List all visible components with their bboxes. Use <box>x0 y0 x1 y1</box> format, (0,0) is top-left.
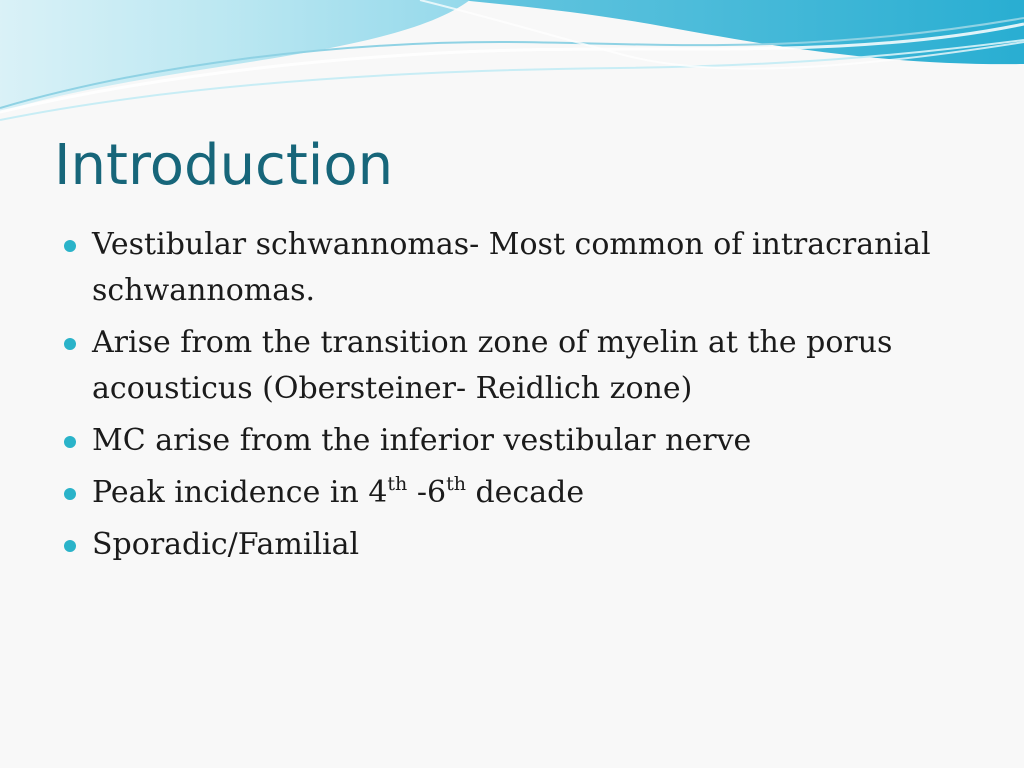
bullet-dot-icon <box>64 338 76 350</box>
bullet-item <box>62 418 962 464</box>
bullet-dot-icon <box>64 240 76 252</box>
bullet-text: Arise from the transition zone of myelin at the porus acousticus (Obersteiner- Reidlich zone) <box>92 325 893 406</box>
bullet-item <box>62 522 962 568</box>
bullet-item <box>62 320 962 412</box>
bullet-dot-icon <box>64 540 76 552</box>
bullet-dot-icon <box>64 436 76 448</box>
bullet-item <box>62 222 962 314</box>
header-wave-decoration <box>0 0 1024 130</box>
bullet-dot-icon <box>64 488 76 500</box>
bullet-text <box>92 470 962 516</box>
bullet-list <box>62 222 962 574</box>
bullet-text-part: decade <box>465 475 585 510</box>
bullet-text: Vestibular schwannomas- Most common of intracranial schwannomas. <box>92 227 931 308</box>
bullet-item <box>62 470 962 516</box>
bullet-text: MC arise from the inferior vestibular nerve <box>92 423 752 458</box>
bullet-text-part: -6 <box>407 475 447 510</box>
superscript-ordinal: th <box>387 473 408 495</box>
superscript-ordinal: th <box>446 473 466 495</box>
bullet-text: Sporadic/Familial <box>92 527 360 562</box>
bullet-text-part: Peak incidence in 4 <box>92 475 388 510</box>
page-title: Introduction <box>54 133 394 198</box>
